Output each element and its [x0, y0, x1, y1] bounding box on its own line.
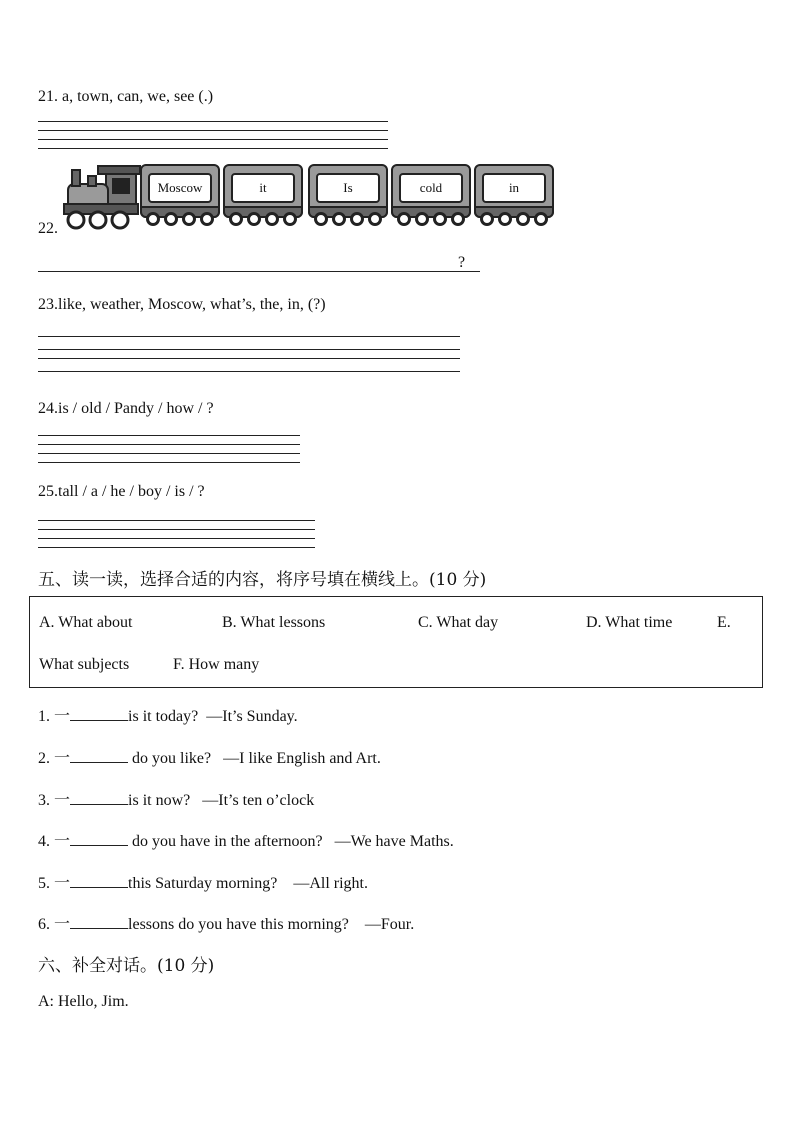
question-24-answer-lines[interactable]: [38, 435, 300, 471]
question-21-prompt: 21. a, town, can, we, see (.): [38, 88, 214, 105]
options-box: [29, 596, 763, 688]
item-2: 2. 一 do you like? —I like English and Art.: [38, 750, 381, 767]
question-22-number: 22.: [38, 220, 58, 237]
answer-blank[interactable]: [70, 831, 128, 846]
question-21-answer-lines[interactable]: [38, 121, 388, 157]
option-d: D. What time: [586, 614, 673, 631]
answer-blank[interactable]: [70, 914, 128, 929]
item-6: 6. 一 lessons do you have this morning? —Four.: [38, 916, 415, 933]
question-23-prompt: 23.like, weather, Moscow, what’s, the, in, (?): [38, 296, 326, 313]
dialogue-line-a: A: Hello, Jim.: [38, 993, 129, 1010]
answer-blank[interactable]: [70, 790, 128, 805]
train-car-4: [391, 164, 471, 218]
option-a: A. What about: [39, 614, 133, 631]
section-6-heading: 六、补全对话。(10 分): [38, 956, 215, 976]
train-word: it: [231, 173, 295, 203]
question-22-answer-line[interactable]: [38, 271, 480, 272]
train-word: Moscow: [148, 173, 212, 203]
answer-blank[interactable]: [70, 873, 128, 888]
train-word: Is: [316, 173, 380, 203]
option-e-text: What subjects: [39, 656, 130, 673]
train-engine-icon: [62, 164, 142, 234]
option-f: F. How many: [173, 656, 260, 673]
item-4: 4. 一 do you have in the afternoon? —We have Maths.: [38, 833, 454, 850]
train-car-1: [140, 164, 220, 218]
option-b: B. What lessons: [222, 614, 326, 631]
section-5-heading: 五、读一读，选择合适的内容，将序号填在横线上。(10 分): [38, 570, 487, 590]
question-25-prompt: 25.tall / a / he / boy / is / ?: [38, 483, 205, 500]
item-5: 5. 一 this Saturday morning? —All right.: [38, 875, 368, 892]
train-wheels: [146, 212, 556, 230]
option-c: C. What day: [418, 614, 499, 631]
option-e-label: E.: [717, 614, 731, 631]
item-3: 3. 一 is it now? —It’s ten o’clock: [38, 792, 315, 809]
question-24-prompt: 24.is / old / Pandy / how / ?: [38, 400, 214, 417]
answer-blank[interactable]: [70, 706, 128, 721]
train-word: in: [482, 173, 546, 203]
question-22-end-mark: ?: [458, 254, 466, 271]
question-25-answer-lines[interactable]: [38, 520, 315, 556]
answer-blank[interactable]: [70, 748, 128, 763]
question-23-answer-lines[interactable]: [38, 336, 460, 380]
train-car-2: [223, 164, 303, 218]
train-car-5: [474, 164, 554, 218]
train-car-3: [308, 164, 388, 218]
item-1: 1. 一 is it today? —It’s Sunday.: [38, 708, 298, 725]
train-word: cold: [399, 173, 463, 203]
